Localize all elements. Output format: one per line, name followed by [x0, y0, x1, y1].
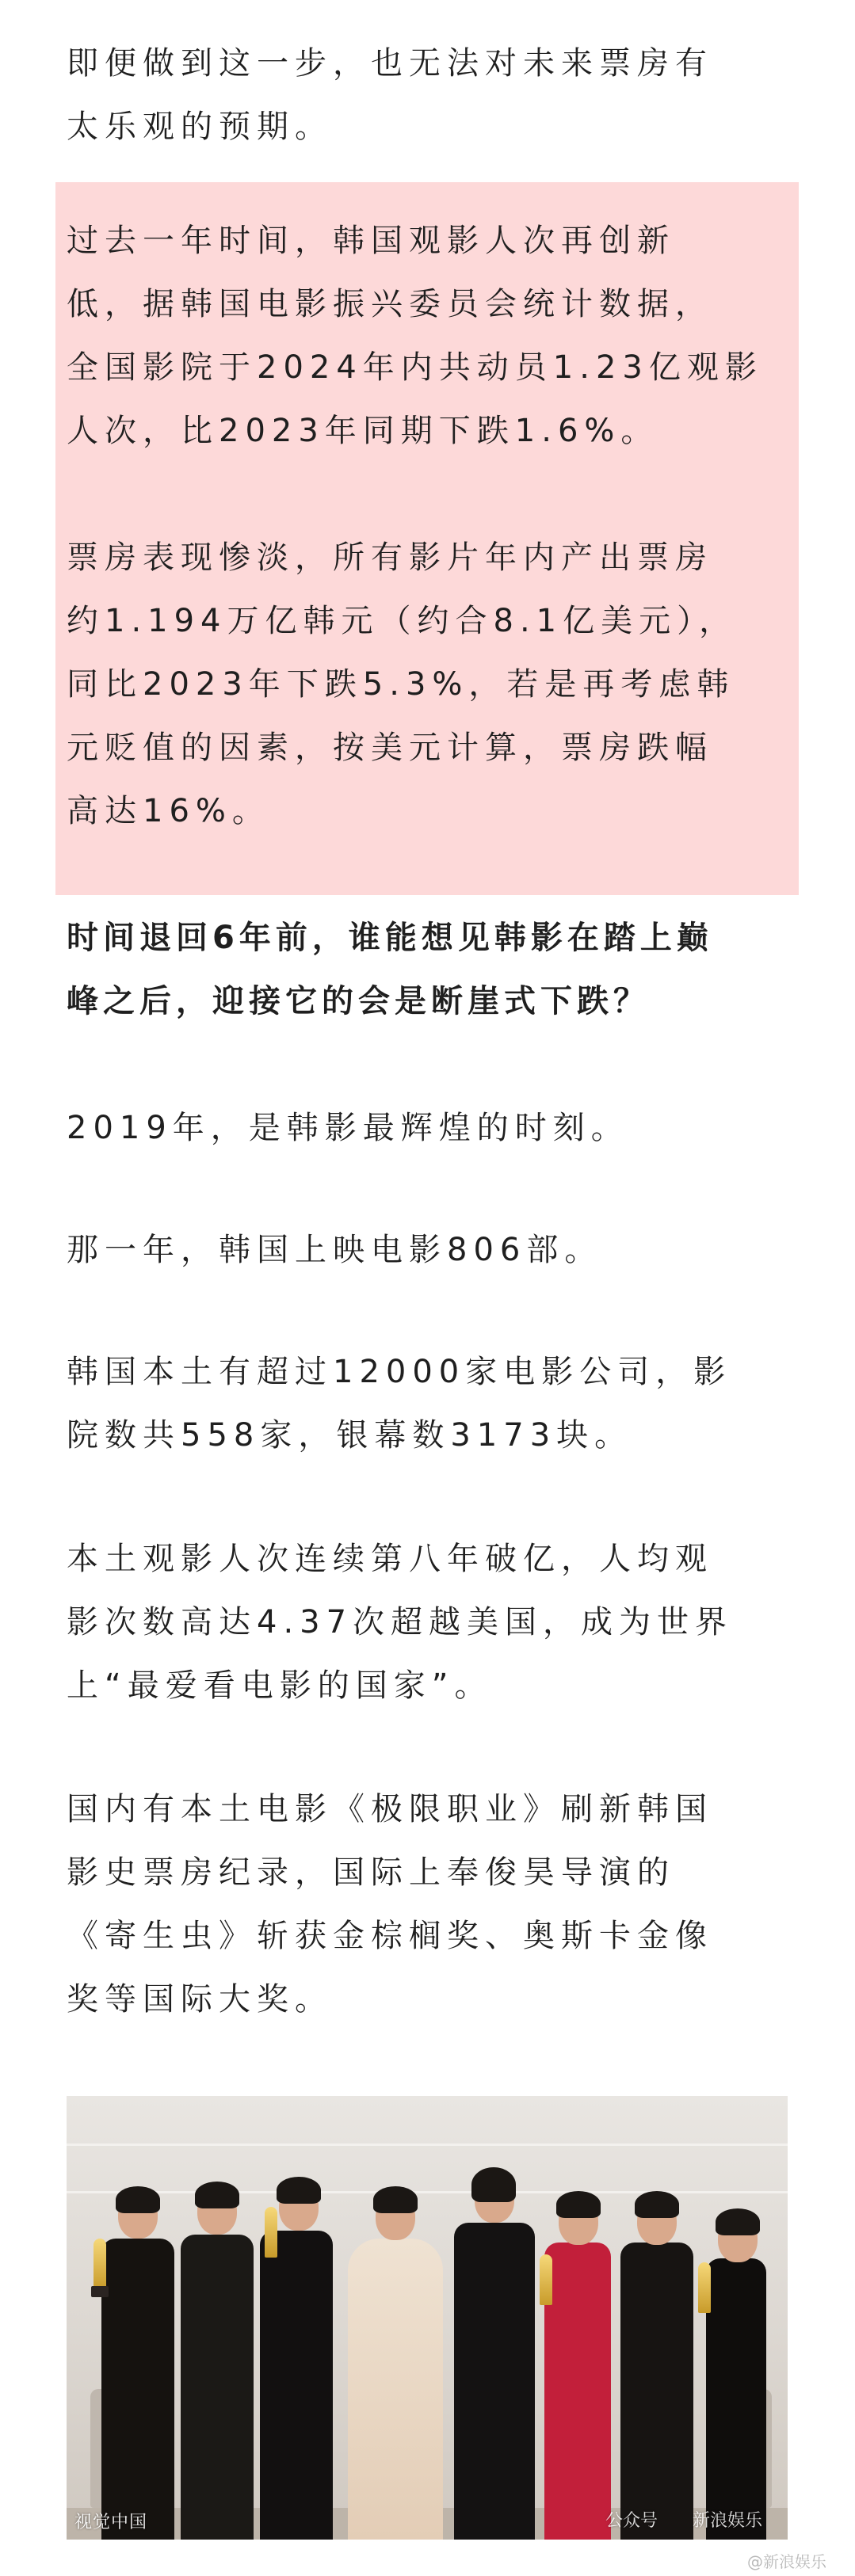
- person-figure: [257, 2151, 336, 2540]
- text-line: 2019年，是韩影最辉煌的时刻。: [67, 1110, 629, 1146]
- text-line: 《寄生虫》斩获金棕榈奖、奥斯卡金像: [67, 1918, 713, 1954]
- paragraph-1: [67, 32, 789, 158]
- bold-paragraph: [67, 906, 789, 1033]
- wechat-watermark: 公众号: [605, 2511, 658, 2531]
- text-line: 那一年，韩国上映电影806部。: [67, 1232, 603, 1268]
- text-line: 上“最爱看电影的国家”。: [67, 1667, 493, 1704]
- text-line: 高达16%。: [67, 793, 270, 829]
- person-figure: [697, 2183, 776, 2540]
- text-line: 时间退回6年前，谁能想见韩影在踏上巅: [67, 920, 713, 956]
- paragraph-audience: [67, 1527, 789, 1717]
- text-line: 峰之后，迎接它的会是断崖式下跌？: [67, 983, 650, 1019]
- text-line: 人次，比2023年同期下跌1.6%。: [67, 413, 659, 449]
- text-line: 同比2023年下跌5.3%，若是再考虑韩: [67, 666, 735, 703]
- text-line: 低，据韩国电影振兴委员会统计数据，: [67, 286, 713, 322]
- person-figure: [538, 2167, 617, 2540]
- text-line: 太乐观的预期。: [67, 109, 333, 145]
- person-figure: [451, 2143, 538, 2540]
- photo-credit: 视觉中国: [74, 2513, 148, 2532]
- trophy-icon: [265, 2207, 277, 2258]
- person-figure: [98, 2167, 177, 2540]
- text-line: 院数共558家，银幕数3173块。: [67, 1417, 633, 1454]
- text-line: 元贬值的因素，按美元计算，票房跌幅: [67, 730, 713, 766]
- text-line: 国内有本土电影《极限职业》刷新韩国: [67, 1791, 713, 1827]
- text-line: 影史票房纪录，国际上奉俊昊导演的: [67, 1854, 675, 1891]
- highlight-paragraph-1: [67, 209, 789, 463]
- paragraph-films: [67, 1218, 789, 1282]
- footer-watermark: @新浪娱乐: [747, 2552, 826, 2571]
- text-line: 即便做到这一步，也无法对未来票房有: [67, 45, 713, 82]
- person-figure: [617, 2167, 697, 2540]
- paragraph-companies: [67, 1340, 789, 1467]
- highlight-paragraph-2: [67, 526, 789, 843]
- trophy-icon: [540, 2254, 552, 2305]
- text-line: 奖等国际大奖。: [67, 1981, 333, 2018]
- text-line: 本土观影人次连续第八年破亿，人均观: [67, 1541, 713, 1577]
- text-line: 影次数高达4.37次超越美国，成为世界: [67, 1604, 734, 1640]
- text-line: 票房表现惨淡，所有影片年内产出票房: [67, 539, 713, 576]
- trophy-icon: [94, 2239, 106, 2289]
- trophy-icon: [698, 2262, 711, 2313]
- group-photo: [67, 2096, 788, 2540]
- person-figure: [340, 2167, 451, 2540]
- paragraph-2019: [67, 1096, 789, 1160]
- text-line: 韩国本土有超过12000家电影公司，影: [67, 1354, 732, 1390]
- text-line: 过去一年时间，韩国观影人次再创新: [67, 223, 675, 259]
- sina-watermark: 新浪娱乐: [693, 2511, 763, 2531]
- text-line: 全国影院于2024年内共动员1.23亿观影: [67, 349, 763, 386]
- text-line: 约1.194万亿韩元（约合8.1亿美元），: [67, 603, 738, 639]
- person-figure: [177, 2159, 257, 2540]
- paragraph-awards: [67, 1778, 789, 2031]
